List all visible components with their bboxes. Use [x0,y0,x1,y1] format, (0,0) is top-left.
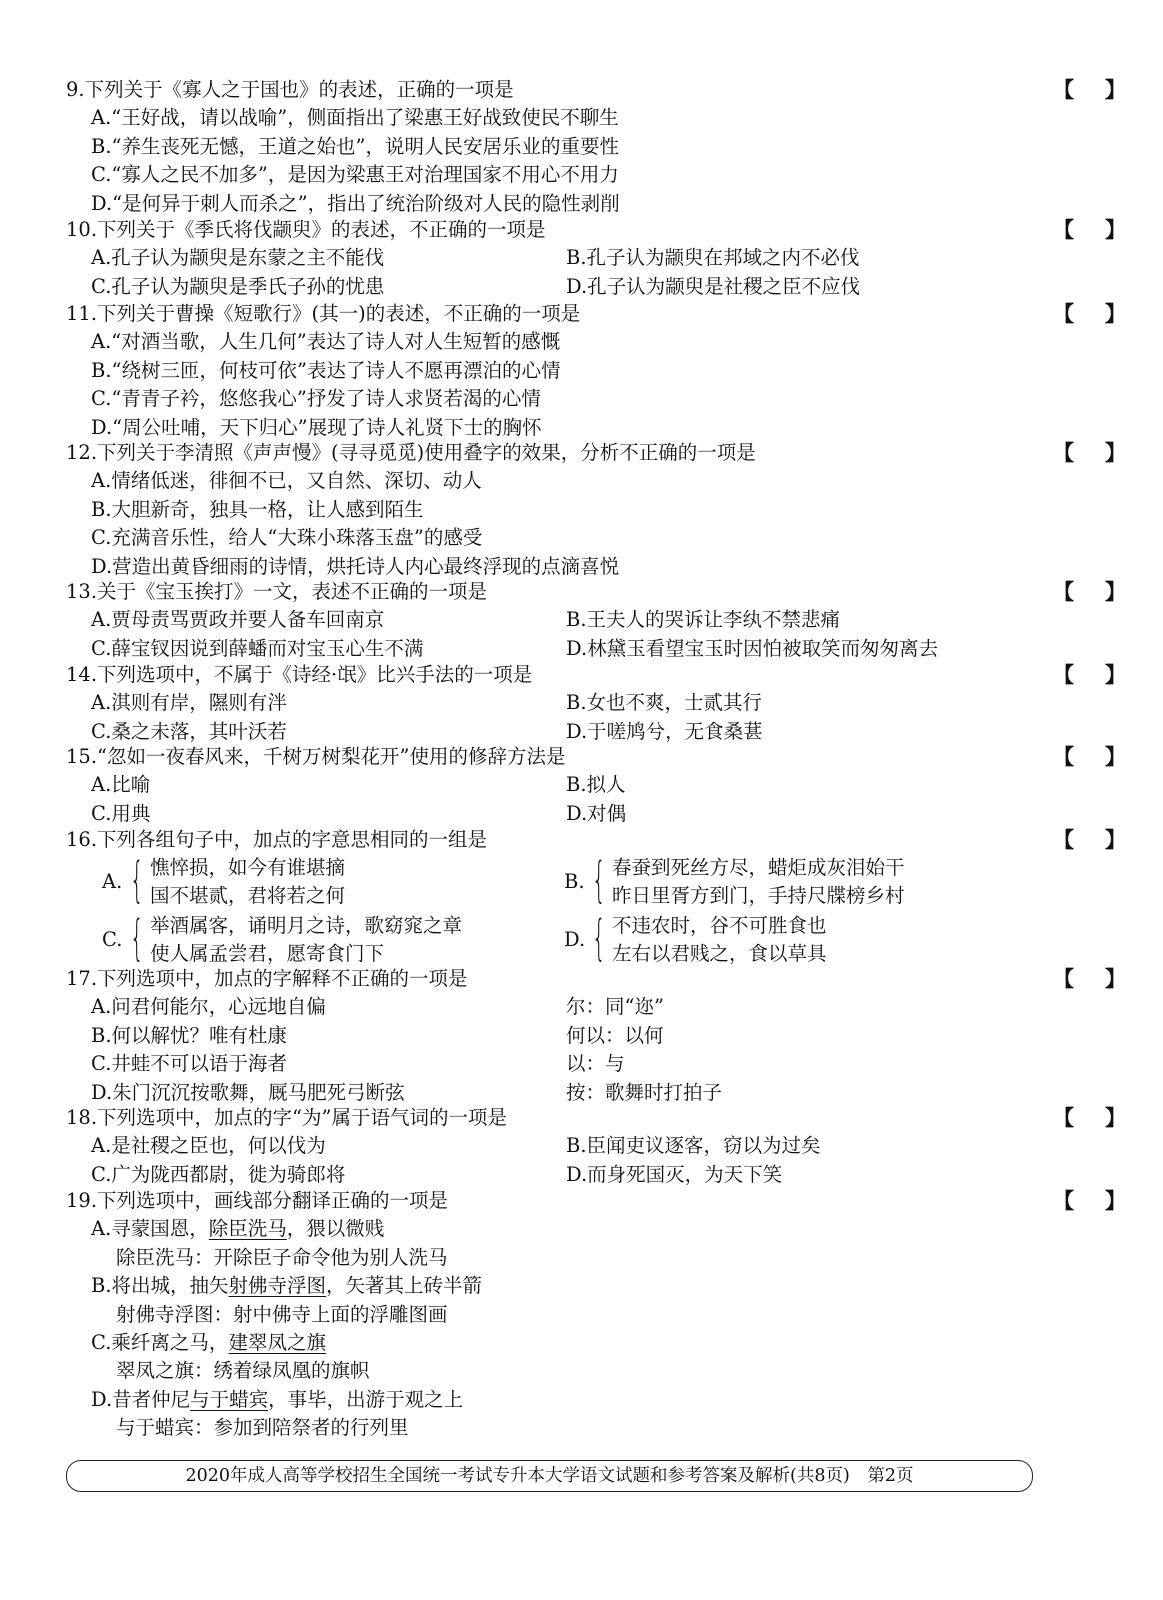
question-stem: 12.下列关于李清照《声声慢》(寻寻觅觅)使用叠字的效果，分析不正确的一项是 [66,441,756,464]
option-c-explanation: 以：与 [566,1052,625,1076]
question-stem: 16.下列各组句子中，加点的字意思相同的一组是 [66,828,488,851]
question-9: 9.下列关于《寡人之于国也》的表述，正确的一项是 【 】 A.“王好战，请以战喻”，侧面指出了梁惠王好战致使民不聊生 B.“养生丧死无憾，王道之始也”，说明人民安居乐业的重要性 C.“寡人之民不加多”，是因为梁惠王对治理国家不用心不用力 D.“是何异于刺人而杀之”，指出了统治阶级对人民的隐性剥削 [66,76,1126,218]
option-c: C.孔子认为颛臾是季氏子孙的忧患 [91,274,385,298]
option-a: A.是社稷之臣也，何以伐为 [91,1134,326,1158]
page-footer: 2020年成人高等学校招生全国统一考试专升本大学语文试题和参考答案及解析(共8页) 第2页 [66,1460,1033,1492]
option-d: D.“是何异于刺人而杀之”，指出了统治阶级对人民的隐性剥削 [91,191,620,215]
option-a: A.淇则有岸，隰则有泮 [91,691,287,715]
question-17: 17.下列选项中，加点的字解释不正确的一项是 【 】 A.问君何能尔，心远地自偏 尔：同“迩” B.何以解忧？唯有杜康 何以：以何 C.井蛙不可以语于海者 以：与 D.朱门沉沉按歌舞，厩马肥死弓断弦 按：歌舞时打拍子 [66,965,1126,1107]
option-a: A.问君何能尔，心远地自偏 [91,995,326,1019]
option-c: C.乘纤离之马，建翠凤之旗 [91,1330,326,1354]
underlined-phrase: 射佛寺浮图 [228,1274,327,1298]
option-a: A.贾母责骂贾政并要人备车回南京 [91,608,385,632]
question-stem: 19.下列选项中，画线部分翻译正确的一项是 [66,1189,449,1212]
question-15: 15.“忽如一夜春风来，千树万树梨花开”使用的修辞方法是 【 】 A.比喻 B.拟人 C.用典 D.对偶 [66,743,1126,828]
underlined-phrase: 除臣洗马 [208,1217,287,1241]
option-b: B.臣闻吏议逐客，窃以为过矣 [566,1134,821,1158]
option-b: B.“绕树三匝，何枝可依”表达了诗人不愿再漂泊的心情 [91,358,561,382]
option-d-explanation: 按：歌舞时打拍子 [566,1080,723,1104]
question-12: 12.下列关于李清照《声声慢》(寻寻觅觅)使用叠字的效果，分析不正确的一项是 【 】 A.情绪低迷，徘徊不已，又自然、深切、动人 B.大胆新奇，独具一格，让人感到陌生 C.充满音乐性，给人“大珠小珠落玉盘”的感受 D.营造出黄昏细雨的诗情，烘托诗人内心最终浮现的点滴喜悦 [66,439,1126,581]
option-a: A.孔子认为颛臾是东蒙之主不能伐 [91,246,385,270]
question-18: 18.下列选项中，加点的字“为”属于语气词的一项是 【 】 A.是社稷之臣也，何以伐为 B.臣闻吏议逐客，窃以为过矣 C.广为陇西都尉，徙为骑郎将 D.而身死国灭，为天下笑 [66,1104,1126,1189]
option-a-explanation: 尔：同“迩” [566,995,664,1019]
option-b: B.孔子认为颛臾在邦域之内不必伐 [566,246,860,270]
option-d: D.“周公吐哺，天下归心”展现了诗人礼贤下士的胸怀 [91,415,542,439]
option-c: C.薛宝钗因说到薛蟠而对宝玉心生不满 [91,636,424,660]
question-stem: 17.下列选项中，加点的字解释不正确的一项是 [66,967,468,990]
question-19: 19.下列选项中，画线部分翻译正确的一项是 【 】 A.寻蒙国恩，除臣洗马，猥以微贱 除臣洗马：开除臣子命令他为别人洗马 B.将出城，抽矢射佛寺浮图，矢著其上砖半箭 射佛寺浮图：射中佛寺上面的浮雕图画 C.乘纤离之马，建翠凤之旗 翠凤之旗：绣着绿凤凰的旗帜 D.昔者仲尼与于蜡宾，事毕，出游于观之上 与于蜡宾：参加到陪祭者的行列里 [66,1187,1126,1443]
question-stem: 9.下列关于《寡人之于国也》的表述，正确的一项是 [66,78,514,101]
question-stem: 14.下列选项中，不属于《诗经·氓》比兴手法的一项是 [66,663,533,686]
option-d: D.林黛玉看望宝玉时因怕被取笑而匆匆离去 [566,636,939,660]
option-c: C.广为陇西都尉，徙为骑郎将 [91,1162,346,1186]
option-d: D.昔者仲尼与于蜡宾，事毕，出游于观之上 [91,1387,464,1411]
option-d: D.对偶 [566,801,627,825]
underlined-phrase: 与于蜡宾 [190,1387,269,1411]
question-stem: 11.下列关于曹操《短歌行》(其一)的表述，不正确的一项是 [66,302,581,325]
question-14: 14.下列选项中，不属于《诗经·氓》比兴手法的一项是 【 】 A.淇则有岸，隰则有泮 B.女也不爽，士贰其行 C.桑之未落，其叶沃若 D.于嗟鸠兮，无食桑葚 [66,661,1126,746]
question-stem: 10.下列关于《季氏将伐颛臾》的表述，不正确的一项是 [66,218,546,241]
option-a: A.寻蒙国恩，除臣洗马，猥以微贱 [91,1217,385,1241]
option-d: D.孔子认为颛臾是社稷之臣不应伐 [566,274,861,298]
question-13: 13.关于《宝玉挨打》一文，表述不正确的一项是 【 】 A.贾母责骂贾政并要人备车回南京 B.王夫人的哭诉让李纨不禁悲痛 C.薛宝钗因说到薛蟠而对宝玉心生不满 D.林黛玉看望宝玉时因怕被取笑而匆匆离去 [66,578,1126,663]
option-b: B.将出城，抽矢射佛寺浮图，矢著其上砖半箭 [91,1274,483,1298]
option-b-explanation: 何以：以何 [566,1023,664,1047]
option-c: C.井蛙不可以语于海者 [91,1052,287,1076]
option-c: C.充满音乐性，给人“大珠小珠落玉盘”的感受 [91,526,483,550]
option-c: C.用典 [91,801,151,825]
question-11: 11.下列关于曹操《短歌行》(其一)的表述，不正确的一项是 【 】 A.“对酒当歌，人生几何”表达了诗人对人生短暂的感慨 B.“绕树三匝，何枝可依”表达了诗人不愿再漂泊的心情 C.“青青子衿，悠悠我心”抒发了诗人求贤若渴的心情 D.“周公吐哺，天下归心”展现了诗人礼贤下士的胸怀 [66,300,1126,442]
question-stem: 18.下列选项中，加点的字“为”属于语气词的一项是 [66,1106,507,1129]
option-b: B.王夫人的哭诉让李纨不禁悲痛 [566,608,841,632]
underlined-phrase: 建翠凤之旗 [228,1330,326,1354]
question-stem: 15.“忽如一夜春风来，千树万树梨花开”使用的修辞方法是 [66,745,566,768]
option-b: B.女也不爽，士贰其行 [566,691,763,715]
question-stem: 13.关于《宝玉挨打》一文，表述不正确的一项是 [66,580,488,603]
question-10: 10.下列关于《季氏将伐颛臾》的表述，不正确的一项是 【 】 A.孔子认为颛臾是东蒙之主不能伐 B.孔子认为颛臾在邦域之内不必伐 C.孔子认为颛臾是季氏子孙的忧患 D.孔子认为颛臾是社稷之臣不应伐 [66,216,1126,301]
option-b: B.“养生丧死无憾，王道之始也”，说明人民安居乐业的重要性 [91,134,619,158]
option-b: B.大胆新奇，独具一格，让人感到陌生 [91,497,424,521]
option-c: C.“青青子衿，悠悠我心”抒发了诗人求贤若渴的心情 [91,387,541,411]
question-16: 16.下列各组句子中，加点的字意思相同的一组是 【 】 A. { 憔悴损，如今有谁堪摘 国不堪贰，君将若之何 B. { 春蚕到死丝方尽，蜡炬成灰泪始干 昨日里胥方到门，手持尺牒榜乡村 C. { 举酒属客，诵明月之诗，歌窈窕之章 使人属孟尝君，愿寄食门下 D. { 不违农时，谷不可胜食也 左右以君贱之，食以草具 [66,827,1126,967]
option-d-translation: 与于蜡宾：参加到陪祭者的行列里 [116,1416,409,1440]
option-d: D.朱门沉沉按歌舞，厩马肥死弓断弦 [91,1080,405,1104]
option-b: B.拟人 [566,773,626,797]
option-a: A.“王好战，请以战喻”，侧面指出了梁惠王好战致使民不聊生 [91,106,619,130]
option-d: D.而身死国灭，为天下笑 [566,1162,783,1186]
option-a: A.比喻 [91,773,151,797]
option-c: C.“寡人之民不加多”，是因为梁惠王对治理国家不用心不用力 [91,163,619,187]
option-a-translation: 除臣洗马：开除臣子命令他为别人洗马 [116,1245,448,1269]
option-a: A.“对酒当歌，人生几何”表达了诗人对人生短暂的感慨 [91,330,561,354]
option-d: D.营造出黄昏细雨的诗情，烘托诗人内心最终浮现的点滴喜悦 [91,554,620,578]
option-c-translation: 翠凤之旗：绣着绿凤凰的旗帜 [116,1359,370,1383]
option-a: A.情绪低迷，徘徊不已，又自然、深切、动人 [91,469,482,493]
option-b-translation: 射佛寺浮图：射中佛寺上面的浮雕图画 [116,1302,448,1326]
option-b: B.何以解忧？唯有杜康 [91,1023,288,1047]
option-d: D.于嗟鸠兮，无食桑葚 [566,719,763,743]
option-c: C.桑之未落，其叶沃若 [91,719,287,743]
